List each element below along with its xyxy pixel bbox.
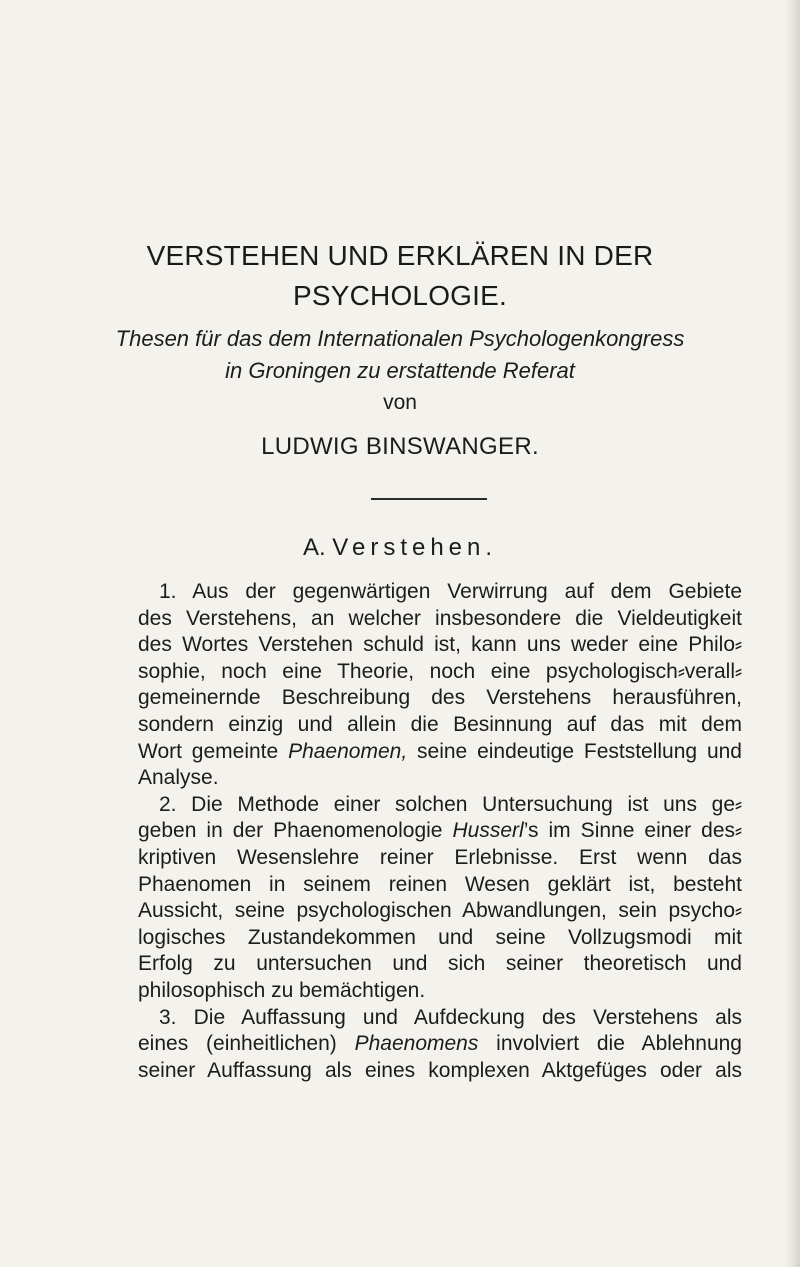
paragraph-1-line-1: 1. Aus der gegenwärtigen Verwirrung auf dem Gebiete [159,580,742,603]
p3-l2-pre: eines (einheitlichen) [138,1032,355,1056]
paragraph-2-line-8: philosophisch zu bemächtigen. [138,978,426,1002]
p1-l7-pre: Wort gemeinte [138,739,289,763]
paragraph-1-line-6: sondern einzig und allein die Besinnung auf das mit dem [138,712,742,736]
p2-l2-post: ’s im Sinne einer des⸗ [523,819,742,843]
paragraph-1-line-5: gemeinernde Beschreibung des Verstehens herausführen, [138,686,742,710]
paragraph-2-line-3: kriptiven Wesenslehre reiner Erlebnisse. Erst wenn das [138,845,742,869]
paragraph-1-line-7 [138,739,742,766]
paragraph-1-line-3: des Wortes Verstehen schuld ist, kann uns weder eine Philo⸗ [138,633,742,657]
author-name: LUDWIG BINSWANGER. [261,433,539,460]
body-text [138,579,742,1084]
paragraph-1-line-2: des Verstehens, an welcher insbesondere die Vieldeutigkeit [138,606,742,630]
page-edge-shadow [786,0,800,1267]
paragraph-2-line-4: Phaenomen in seinem reinen Wesen geklärt ist, besteht [138,872,742,896]
paragraph-2-line-1: 2. Die Methode einer solchen Untersuchung ist uns ge⸗ [159,792,742,816]
section-label: A. [302,534,326,561]
paragraph-1-line-4: sophie, noch eine Theorie, noch eine psychologisch⸗verall⸗ [138,659,742,683]
paragraph-1-line-8: Analyse. [138,766,219,790]
subtitle-line-1: Thesen für das dem Internationalen Psychologenkongress [115,326,685,351]
section-word: Verstehen. [332,534,498,561]
paragraph-2-line-6: logisches Zustandekommen und seine Vollzugsmodi mit [138,925,742,949]
paragraph-3-line-3: seiner Auffassung als eines komplexen Aktgefüges oder als [138,1058,742,1082]
subtitle-line-2: in Groningen zu erstattende Referat [225,358,575,383]
page-title [0,236,800,316]
paragraph-2-line-5: Aussicht, seine psychologischen Abwandlungen, sein psycho⸗ [138,899,742,923]
p2-l2-pre: geben in der Phaenomenologie [138,819,453,843]
p3-l2-post: involviert die Ablehnung [478,1032,742,1056]
p3-l2-emphasis: Phaenomens [354,1032,479,1056]
p2-l2-emphasis: Husserl [452,819,524,843]
paragraph-3-line-1: 3. Die Auffassung und Aufdeckung des Verstehens als [159,1005,742,1029]
divider-rule [371,498,487,500]
paragraph-3-line-2 [138,1031,742,1058]
subtitle [0,323,800,387]
section-heading [0,531,800,565]
title-line-2: PSYCHOLOGIE. [292,280,507,311]
p1-l7-post: seine eindeutige Feststellung und [407,739,742,763]
byline: von [383,391,417,414]
p1-l7-emphasis: Phaenomen, [288,739,408,763]
paragraph-2-line-2 [138,818,742,845]
paragraph-2-line-7: Erfolg zu untersuchen und sich seiner theoretisch und [138,952,742,976]
title-line-1: VERSTEHEN UND ERKLÄREN IN DER [146,240,654,271]
